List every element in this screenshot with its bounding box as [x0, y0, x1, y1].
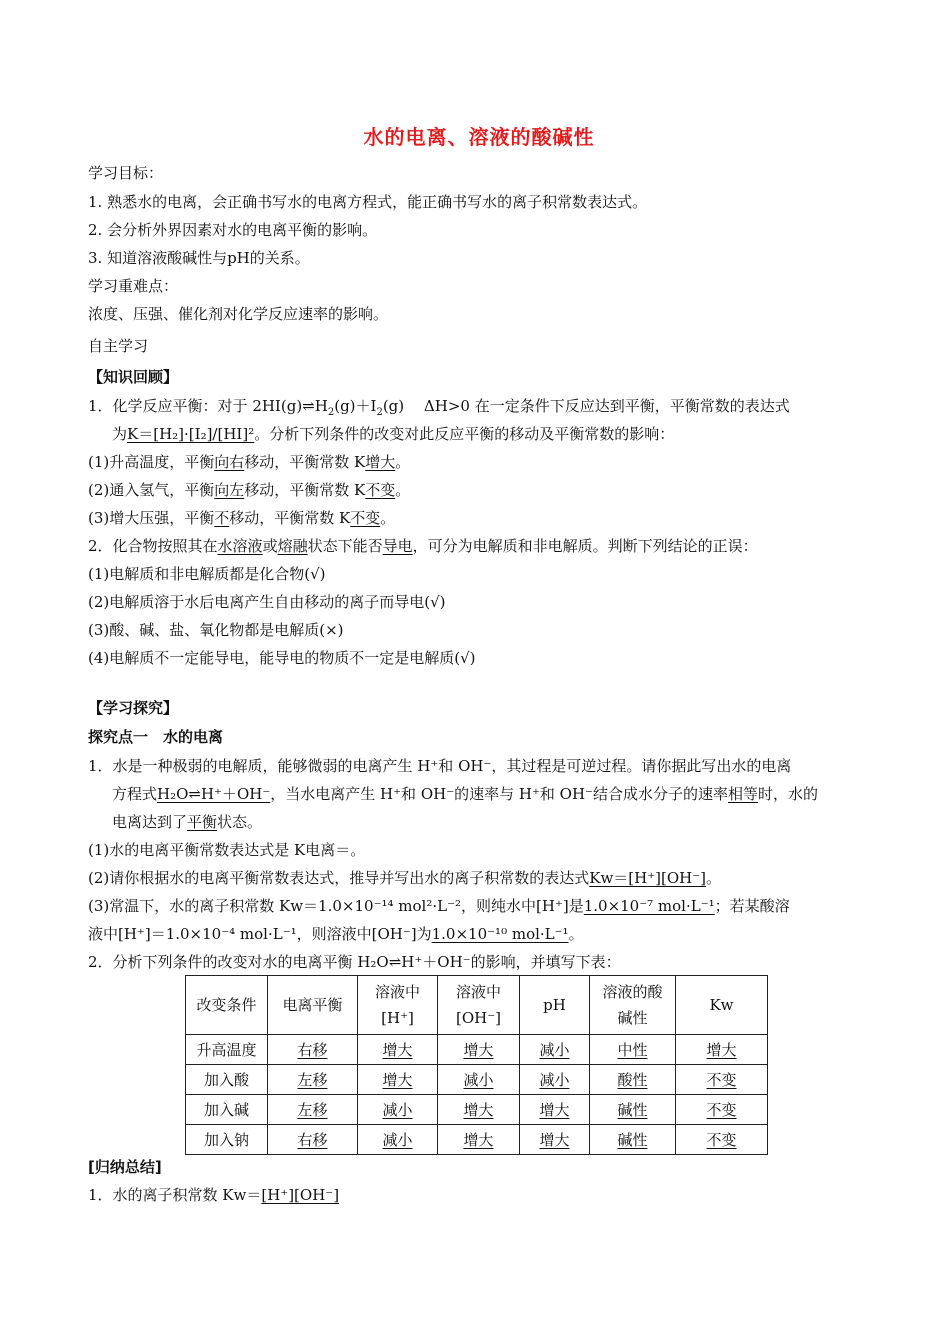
- q1-sub-2a: 2: [327, 407, 335, 418]
- review-q2: [88, 536, 758, 556]
- table-cell: 增大: [358, 1065, 438, 1095]
- table-cell: 减小: [520, 1035, 590, 1065]
- s2-answer-kw: Kw＝[H⁺][OH⁻]: [589, 869, 707, 887]
- point1-p1-line3: [112, 812, 262, 832]
- table-row: [186, 1065, 768, 1095]
- table-cell: 碱性: [590, 1095, 676, 1125]
- point1-s1: (1)水的电离平衡常数表达式是 K电离＝。: [88, 841, 366, 859]
- review-condition-2: [88, 480, 410, 500]
- point1-s3-line1: [88, 896, 790, 916]
- table-cell: 酸性: [590, 1065, 676, 1095]
- c1-a: (1)升高温度，平衡: [88, 453, 215, 471]
- judge-item-1: (1)电解质和非电解质都是化合物(√): [88, 565, 326, 583]
- table-cell: 增大: [438, 1035, 520, 1065]
- table-cell: 加入酸: [186, 1065, 268, 1095]
- judge-item-3: (3)酸、碱、盐、氧化物都是电解质(×): [88, 621, 344, 639]
- q1-text-b: H: [314, 397, 328, 415]
- explore-heading: 【学习探究】: [88, 699, 179, 717]
- table-header-cell: 改变条件: [186, 976, 268, 1035]
- summary-line-1: [88, 1185, 339, 1205]
- table-cell: 减小: [358, 1125, 438, 1155]
- c2-c: 。: [395, 481, 411, 499]
- point1-p1-line2: [112, 784, 818, 804]
- q1-text-c: (g)＋I: [334, 397, 377, 415]
- table-cell: 右移: [268, 1125, 358, 1155]
- q1-sub-2b: 2: [376, 407, 383, 418]
- table-header-cell: pH: [520, 976, 590, 1035]
- c3-c: 。: [380, 509, 396, 527]
- self-study-label: 自主学习: [88, 337, 149, 355]
- table-header-row: [186, 976, 768, 1035]
- judge-item-4: (4)电解质不一定能导电，能导电的物质不一定是电解质(√): [88, 649, 476, 667]
- table-cell: 减小: [438, 1065, 520, 1095]
- table-header-cell: 溶液中 [H⁺]: [358, 976, 438, 1035]
- table-row: [186, 1095, 768, 1125]
- summary-text: 1．水的离子积常数 Kw＝: [88, 1186, 262, 1204]
- point1-p2: 2．分析下列条件的改变对水的电离平衡 H₂O⇌H⁺＋OH⁻的影响，并填写下表：: [88, 953, 621, 971]
- q2-a: 2．化合物按照其在: [88, 537, 218, 555]
- p1-f: 状态。: [217, 813, 263, 831]
- review-condition-3: [88, 508, 395, 528]
- table-cell: 减小: [358, 1095, 438, 1125]
- goal-item-3: 3. 知道溶液酸碱性与pH的关系。: [88, 249, 310, 267]
- c1-answer-shift: 向右: [214, 453, 245, 471]
- key-text: 浓度、压强、催化剂对化学反应速率的影响。: [88, 305, 389, 323]
- goal-item-1: 1. 熟悉水的电离，会正确书写水的电离方程式，能正确书写水的离子积常数表达式。: [88, 193, 648, 211]
- s3-a: (3)常温下，水的离子积常数 Kw＝1.0×10⁻¹⁴ mol²·L⁻²，则纯水中[H⁺]是: [88, 897, 584, 915]
- c1-answer-k: 增大: [365, 453, 396, 471]
- c3-answer-k: 不变: [350, 509, 381, 527]
- review-heading: 【知识回顾】: [88, 368, 179, 386]
- c1-c: 。: [395, 453, 411, 471]
- s3-answer-oh: 1.0×10⁻¹⁰ mol·L⁻¹: [431, 925, 569, 943]
- p1-d: 时，水的: [757, 785, 818, 803]
- q2-d: ，可分为电解质和非电解质。判断下列结论的正误：: [412, 537, 758, 555]
- table-header-cell: 溶液中 [OH⁻]: [438, 976, 520, 1035]
- water-ionization-equation: H₂O⇌H⁺＋OH⁻: [157, 785, 271, 803]
- table-cell: 增大: [438, 1095, 520, 1125]
- table-cell: 碱性: [590, 1125, 676, 1155]
- table-cell: 不变: [676, 1125, 768, 1155]
- point1-heading: 探究点一 水的电离: [88, 728, 224, 746]
- q2-answer-3: 导电: [382, 537, 413, 555]
- p1-e: 电离达到了: [112, 813, 188, 831]
- c3-b: 移动，平衡常数 K: [229, 509, 351, 527]
- s3-d: 。: [568, 925, 584, 943]
- s3-c: 液中[H⁺]＝1.0×10⁻⁴ mol·L⁻¹，则溶液中[OH⁻]为: [88, 925, 432, 943]
- key-heading: 学习重难点：: [88, 277, 179, 295]
- table-cell: 加入钠: [186, 1125, 268, 1155]
- point1-p1-line1: 1．水是一种极弱的电解质，能够微弱的电离产生 H⁺和 OH⁻，其过程是可逆过程。请你据此写出水的电离: [88, 757, 792, 775]
- table-cell: 增大: [520, 1125, 590, 1155]
- equilibrium-table: [185, 975, 768, 1155]
- table-cell: 减小: [520, 1065, 590, 1095]
- table-cell: 不变: [676, 1095, 768, 1125]
- q1-l2-b: 。分析下列条件的改变对此反应平衡的移动及平衡常数的影响：: [254, 425, 675, 443]
- p1-c: ，当水电离产生 H⁺和 OH⁻的速率与 H⁺和 OH⁻结合成水分子的速率: [270, 785, 728, 803]
- q2-answer-2: 熔融: [277, 537, 308, 555]
- c2-a: (2)通入氢气，平衡: [88, 481, 215, 499]
- c1-b: 移动，平衡常数 K: [244, 453, 366, 471]
- q1-l2-a: 为: [112, 425, 128, 443]
- k-expression: K＝[H₂]·[I₂]/[HI]²: [127, 425, 255, 443]
- s3-b: ；若某酸溶: [714, 897, 790, 915]
- page-title: 水的电离、溶液的酸碱性: [363, 125, 595, 149]
- summary-heading: [归纳总结]: [88, 1158, 162, 1176]
- c3-answer-shift: 不: [214, 509, 230, 527]
- c2-answer-k: 不变: [365, 481, 396, 499]
- q2-answer-1: 水溶液: [217, 537, 263, 555]
- c3-a: (3)增大压强，平衡: [88, 509, 215, 527]
- c2-b: 移动，平衡常数 K: [244, 481, 366, 499]
- s3-answer-h: 1.0×10⁻⁷ mol·L⁻¹: [583, 897, 715, 915]
- goal-item-2: 2. 会分析外界因素对水的电离平衡的影响。: [88, 221, 378, 239]
- s2-a: (2)请你根据水的电离平衡常数表达式，推导并写出水的离子积常数的表达式: [88, 869, 590, 887]
- p1-answer-equal: 相等: [727, 785, 758, 803]
- table-header-cell: Kw: [676, 976, 768, 1035]
- table-row: [186, 1125, 768, 1155]
- table-cell: 加入碱: [186, 1095, 268, 1125]
- q2-c: 状态下能否: [307, 537, 383, 555]
- table-cell: 左移: [268, 1095, 358, 1125]
- point1-s3-line2: [88, 924, 584, 944]
- table-header-cell: 电离平衡: [268, 976, 358, 1035]
- table-cell: 中性: [590, 1035, 676, 1065]
- q1-text-a: 1．化学反应平衡：对于 2HI(g): [88, 397, 303, 415]
- p1-answer-balance: 平衡: [187, 813, 218, 831]
- review-q1-line1: [88, 396, 790, 416]
- table-cell: 升高温度: [186, 1035, 268, 1065]
- equilibrium-arrow-icon: ⇌: [302, 397, 315, 415]
- s2-b: 。: [706, 869, 722, 887]
- q1-text-d: (g) ΔH>0 在一定条件下反应达到平衡，平衡常数的表达式: [382, 397, 790, 415]
- summary-answer: [H⁺][OH⁻]: [261, 1186, 340, 1204]
- table-cell: 左移: [268, 1065, 358, 1095]
- table-cell: 增大: [358, 1035, 438, 1065]
- table-cell: 不变: [676, 1065, 768, 1095]
- table-cell: 右移: [268, 1035, 358, 1065]
- review-condition-1: [88, 452, 410, 472]
- judge-item-2: (2)电解质溶于水后电离产生自由移动的离子而导电(√): [88, 593, 446, 611]
- table-header-cell: 溶液的酸 碱性: [590, 976, 676, 1035]
- table-cell: 增大: [438, 1125, 520, 1155]
- c2-answer-shift: 向左: [214, 481, 245, 499]
- q2-b: 或: [262, 537, 278, 555]
- table-row: [186, 1035, 768, 1065]
- point1-s2: [88, 868, 721, 888]
- goals-heading: 学习目标：: [88, 164, 164, 182]
- table-cell: 增大: [520, 1095, 590, 1125]
- table-cell: 增大: [676, 1035, 768, 1065]
- review-q1-line2: [112, 424, 674, 444]
- p1-b: 方程式: [112, 785, 158, 803]
